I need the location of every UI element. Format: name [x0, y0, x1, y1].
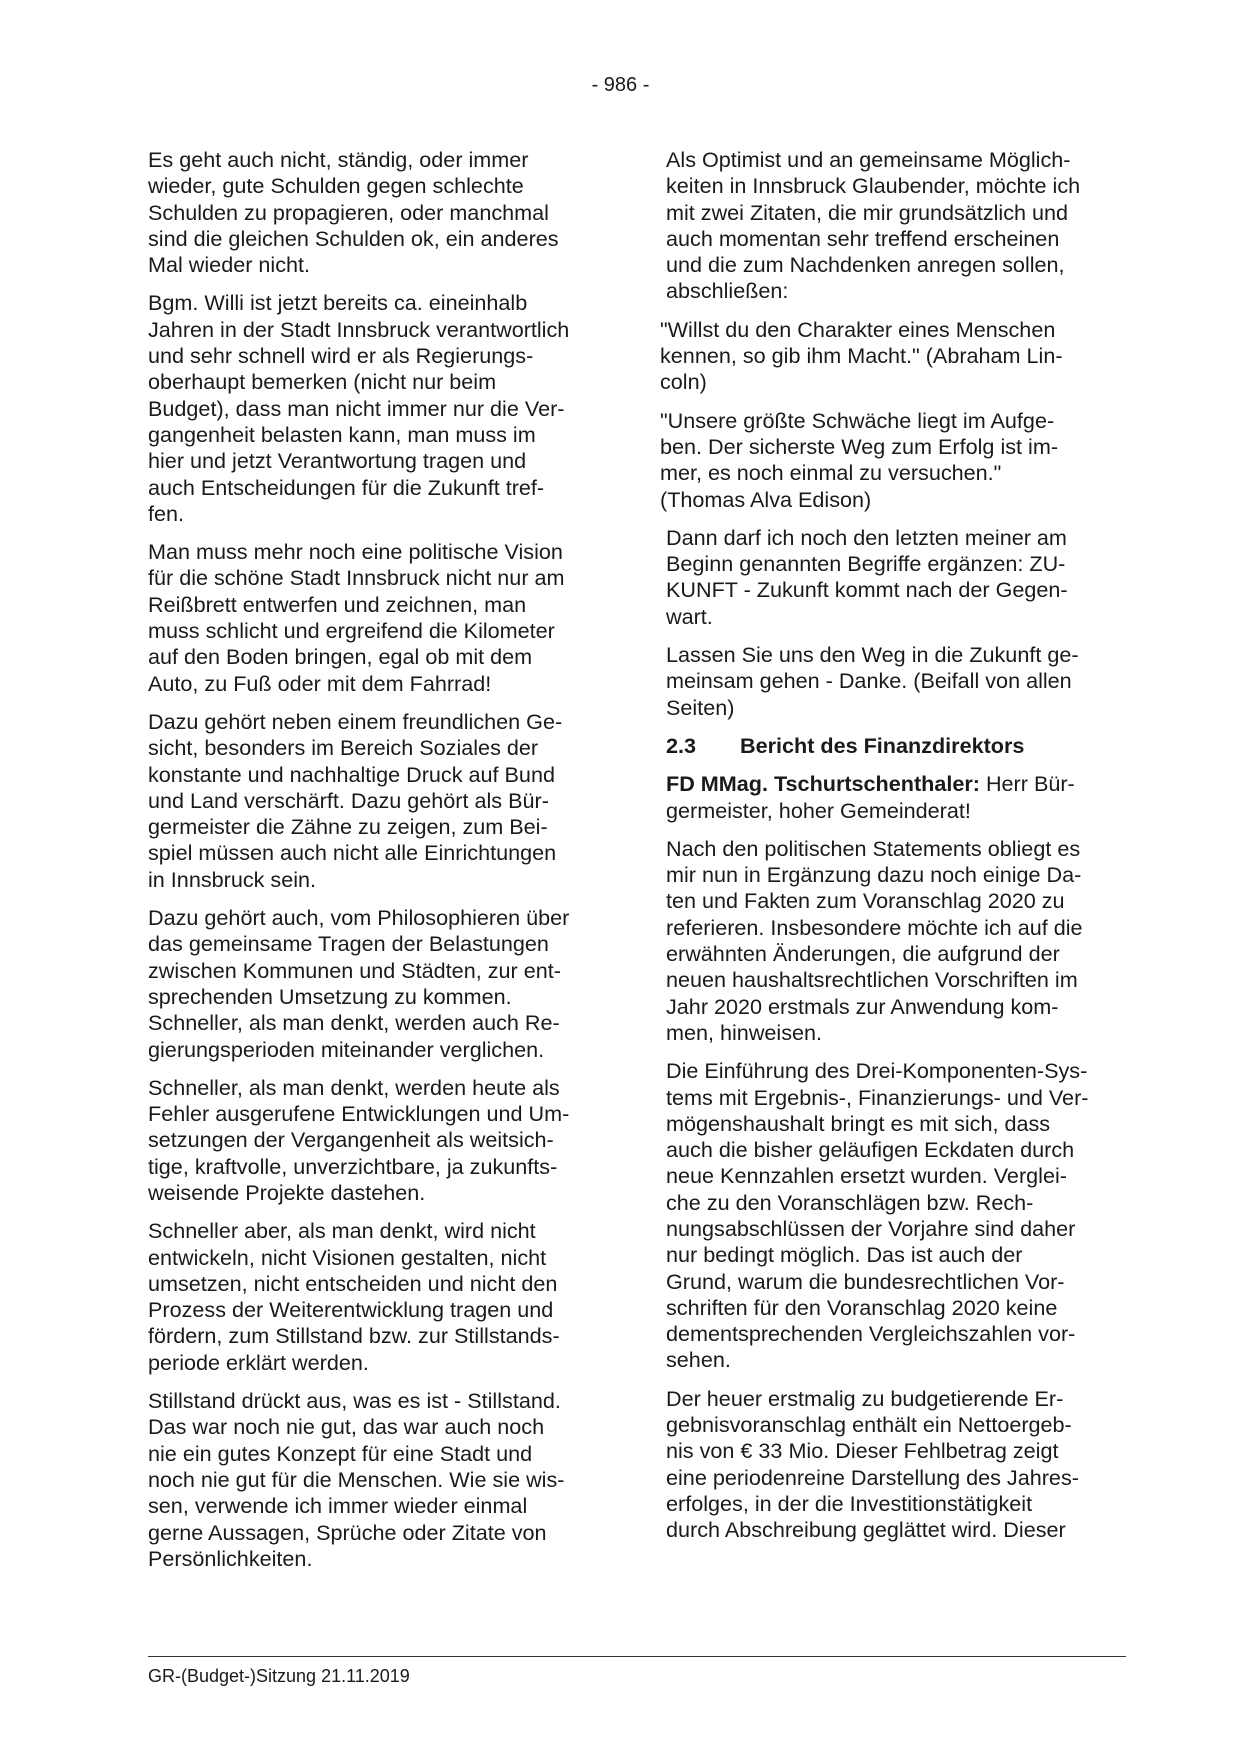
page-number: - 986 - — [591, 74, 650, 96]
paragraph: Es geht auch nicht, ständig, oder immer wieder, gute Schulden gegen schlechte Schulden zu propagieren, oder manchmal sind die gleichen Schulden ok, ein anderes Mal wieder nicht. — [148, 147, 559, 278]
paragraph: Schneller, als man denkt, werden heute als Fehler ausgerufene Entwicklungen und Um- setzungen der Vergangenheit als weitsich- tige, kraftvolle, unverzichtbare, ja zukunfts- weisende Projekte dastehen. — [148, 1074, 570, 1205]
footer-text: GR-(Budget-)Sitzung 21.11.2019 — [148, 1666, 410, 1686]
right-column — [660, 147, 1128, 1556]
section-number: 2.3 — [666, 732, 697, 758]
speaker-paragraph — [666, 771, 1128, 824]
quote-lincoln: "Willst du den Charakter eines Menschen kennen, so gib ihm Macht." (Abraham Lin- coln) — [660, 316, 1063, 395]
paragraph: Schneller aber, als man denkt, wird nicht entwickeln, nicht Visionen gestalten, nicht umsetzen, nicht entscheiden und nicht den Prozess der Weiterentwicklung tragen und fördern, zum Stillstand bzw. zur Stillstands- periode erklärt werden. — [148, 1218, 560, 1375]
paragraph: Dazu gehört auch, vom Philosophieren über das gemeinsame Tragen der Belastungen zwischen Kommunen und Städten, zur ent- sprechenden Umsetzung zu kommen. Schneller, als man denkt, werden auch Re- gierungsperioden miteinander verglichen. — [148, 905, 570, 1062]
paragraph: Lassen Sie uns den Weg in die Zukunft ge- meinsam gehen - Danke. (Beifall von allen Seiten) — [666, 642, 1079, 720]
left-column — [148, 147, 598, 1584]
section-heading — [666, 733, 1128, 759]
paragraph: Der heuer erstmalig zu budgetierende Er- gebnisvoranschlag enthält ein Nettoergeb- nis von € 33 Mio. Dieser Fehlbetrag zeigt eine periodenreine Darstellung des Jahres- erfolges, in der die Investitionstätigkeit durch Abschreibung geglättet wird. Dieser — [666, 1385, 1079, 1543]
paragraph: Stillstand drückt aus, was es ist - Stillstand. Das war noch nie gut, das war auch noch nie ein gutes Konzept für eine Stadt und noch nie gut für die Menschen. Wie sie wis- sen, verwende ich immer wieder einmal gerne Aussagen, Sprüche oder Zitate von Persönlichkeiten. — [148, 1388, 565, 1571]
speaker-name: FD MMag. Tschurtschenthaler: — [666, 771, 980, 797]
paragraph: Die Einführung des Drei-Komponenten-Sys- tems mit Ergebnis-, Finanzierungs- und Ver- mögenshaushalt bringt es mit sich, dass auch die bisher geläufigen Eckdaten durch neue Kennzahlen ersetzt wurden. Verglei- che zu den Voranschlägen bzw. Rech- nungsabschlüssen der Vorjahre sind daher nur bedingt möglich. Das ist auch der Grund, warum die bundesrechtlichen Vor- schriften für den Voranschlag 2020 keine dementsprechenden Vergleichszahlen vor- sehen. — [666, 1058, 1089, 1373]
paragraph: Dann darf ich noch den letzten meiner am Beginn genannten Begriffe ergänzen: ZU- KUNFT - Zukunft kommt nach der Gegen- wart. — [666, 524, 1068, 629]
speaker-text: Herr Bür- germeister, hoher Gemeinderat! — [666, 771, 1075, 823]
paragraph: Bgm. Willi ist jetzt bereits ca. eineinhalb Jahren in der Stadt Innsbruck verantwortlich und sehr schnell wird er als Regierungs- oberhaupt bemerken (nicht nur beim Budget), dass man nicht immer nur die Ver- gangenheit belasten kann, man muss im hier und jetzt Verantwortung tragen und auch Entscheidungen für die Zukunft tref- fen. — [148, 290, 570, 526]
section-title: Bericht des Finanzdirektors — [740, 732, 1025, 758]
paragraph: Man muss mehr noch eine politische Vision für die schöne Stadt Innsbruck nicht nur am Reißbrett entwerfen und zeichnen, man muss schlicht und ergreifend die Kilometer auf den Boden bringen, egal ob mit dem Auto, zu Fuß oder mit dem Fahrrad! — [148, 539, 565, 696]
paragraph: Nach den politischen Statements obliegt es mir nun in Ergänzung dazu noch einige Da- ten und Fakten zum Voranschlag 2020 zu referieren. Insbesondere möchte ich auf die erwähnten Änderungen, die aufgrund der neuen haushaltsrechtlichen Vorschriften im Jahr 2020 erstmals zur Anwendung kom- men, hinweisen. — [666, 835, 1083, 1045]
quote-edison: "Unsere größte Schwäche liegt im Aufge- ben. Der sicherste Weg zum Erfolg ist im- mer, es noch einmal zu versuchen." (Thomas Alva Edison) — [660, 407, 1059, 512]
paragraph: Dazu gehört neben einem freundlichen Ge- sicht, besonders im Bereich Soziales der konstante und nachhaltige Druck auf Bund und Land verschärft. Dazu gehört als Bür- germeister die Zähne zu zeigen, zum Bei- spiel müssen auch nicht alle Einrichtungen in Innsbruck sein. — [148, 708, 563, 892]
footer-divider — [148, 1656, 1126, 1657]
paragraph: Als Optimist und an gemeinsame Möglich- keiten in Innsbruck Glaubender, möchte ich mit zwei Zitaten, die mir grundsätzlich und auch momentan sehr treffend erscheinen und die zum Nachdenken anregen sollen, abschließen: — [666, 147, 1081, 304]
